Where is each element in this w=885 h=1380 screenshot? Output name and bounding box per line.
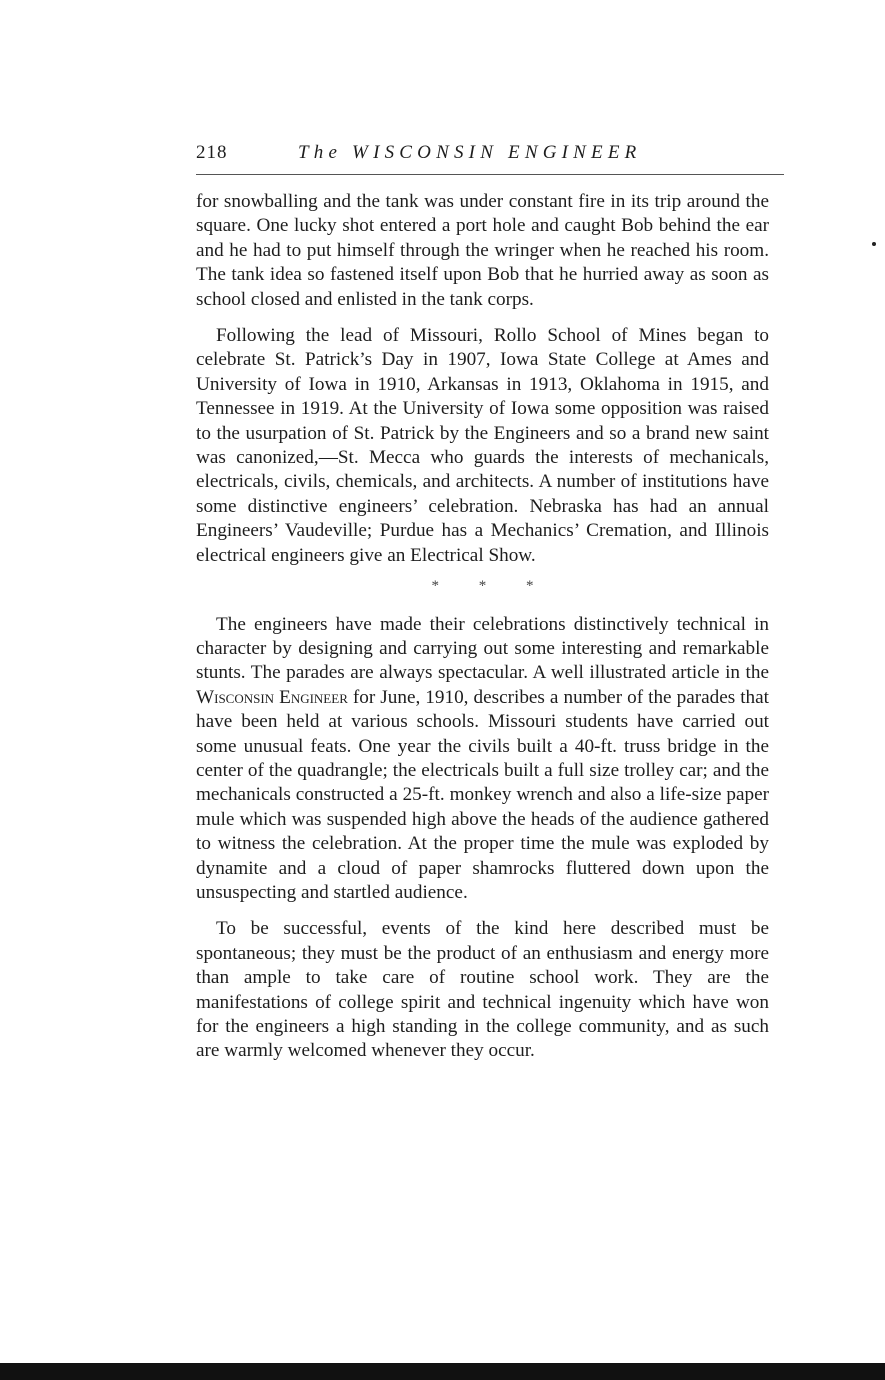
running-title: The WISCONSIN ENGINEER bbox=[298, 142, 642, 163]
paragraph-3-part-1: The engineers have made their celebrations distinctively technical in character by designing and carrying out some interesting and remarkable stunts. The parades are always spectacular. A well illustrated article in the bbox=[196, 613, 769, 684]
page-number: 218 bbox=[196, 142, 228, 163]
section-separator: * * * bbox=[431, 578, 552, 595]
paragraph-4: To be successful, events of the kind here described must be spontaneous; they must be the product of an enthusiasm and energy more than ample to take care of routine school work. They are the manifestations of college spirit and technical ingenuity which have won for the engineers a high standing in the college community, and as such are warmly welcomed whenever they occur. bbox=[196, 918, 769, 1062]
magazine-name: Wisconsin Engineer bbox=[196, 686, 348, 708]
paragraph-3 bbox=[196, 613, 769, 906]
article-body bbox=[196, 190, 769, 1064]
header-rule bbox=[196, 174, 784, 175]
scan-edge-bar bbox=[0, 1363, 885, 1380]
page-header bbox=[196, 142, 786, 170]
paragraph-1: for snowballing and the tank was under constant fire in its trip around the square. One lucky shot entered a port hole and caught Bob behind the ear and he had to put himself through the wringer when he reached his room. The tank idea so fastened itself upon Bob that he hurried away as soon as school closed and enlisted in the tank corps. bbox=[196, 191, 769, 310]
paragraph-3-part-2: for June, 1910, describes a number of the parades that have been held at various schools. Missouri students have carried out some unusual feats. One year the civils built a 40-ft. truss bridge in the center of the quadrangle; the electricals built a full size trolley car; and the mechanicals constructed a 25-ft. monkey wrench and also a life-size paper mule which was suspended high above the heads of the audience gathered to witness the celebration. At the proper time the mule was exploded by dynamite and a cloud of paper shamrocks fluttered down upon the unsuspecting and startled audience. bbox=[196, 686, 769, 903]
paragraph-2: Following the lead of Missouri, Rollo School of Mines began to celebrate St. Patrick’s Day in 1907, Iowa State College at Ames and University of Iowa in 1910, Arkansas in 1913, Oklahoma in 1915, and Tennessee in 1919. At the University of Iowa some opposition was raised to the usurpation of St. Patrick by the Engineers and so a brand new saint was canonized,—St. Mecca who guards the interests of mechanicals, electricals, civils, chemicals, and architects. A number of institutions have some distinctive engineers’ celebration. Nebraska has had an annual Engineers’ Vaudeville; Purdue has a Mechanics’ Cremation, and Illinois electrical engineers give an Electrical Show. bbox=[196, 325, 769, 566]
ink-speck bbox=[872, 242, 876, 246]
